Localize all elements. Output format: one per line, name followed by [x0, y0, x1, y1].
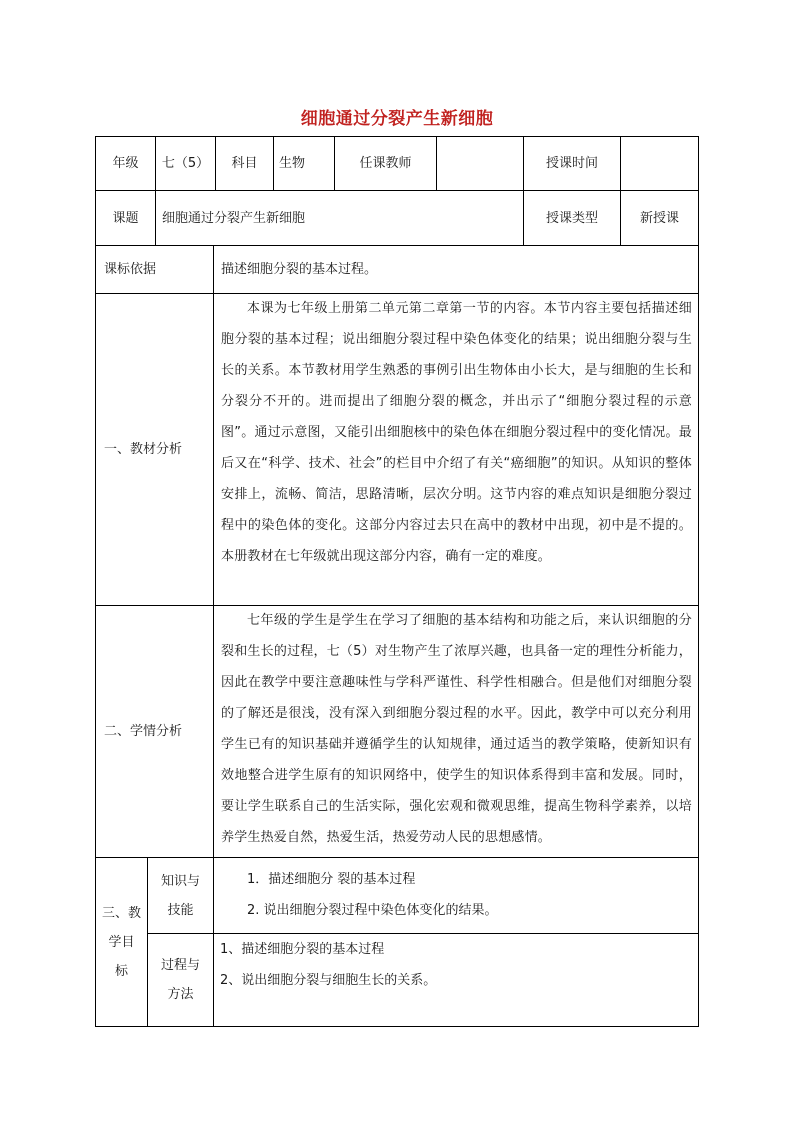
goals-label-line1: 三、教	[101, 905, 141, 921]
knowledge-label-line2: 技能	[167, 902, 194, 918]
list-item: 1．描述细胞分 裂的基本过程	[247, 872, 416, 887]
teacher-label: 任课教师	[359, 156, 412, 171]
list-item: 2、说出细胞分裂与细胞生长的关系。	[220, 973, 437, 988]
process-methods-label	[148, 934, 213, 1026]
time-label: 授课时间	[545, 156, 598, 171]
goals-label-line2: 学目	[108, 934, 135, 950]
teacher-value	[437, 137, 523, 190]
textbook-analysis-label: 一、教材分析	[104, 442, 183, 457]
topic-label: 课题	[112, 210, 139, 226]
process-label-line2: 方法	[167, 987, 194, 1002]
process-methods-list	[220, 934, 436, 996]
subject-value: 生物	[279, 156, 306, 171]
list-item: 1、描述细胞分裂的基本过程	[220, 942, 385, 957]
goals-label-line3: 标	[114, 963, 128, 979]
list-item: 2. 说出细胞分裂过程中染色体变化的结果。	[247, 903, 498, 918]
type-value: 新授课	[639, 210, 679, 226]
grade-label: 年级	[112, 156, 139, 171]
standard-value: 描述细胞分裂的基本过程。	[221, 262, 378, 277]
process-label-line1: 过程与	[160, 958, 200, 973]
knowledge-skills-label	[148, 858, 213, 933]
subject-label: 科目	[231, 156, 258, 171]
knowledge-label-line1: 知识与	[160, 873, 200, 889]
knowledge-skills-list	[247, 864, 498, 926]
topic-value: 细胞通过分裂产生新细胞	[162, 210, 306, 226]
student-analysis-label: 二、学情分析	[104, 724, 183, 739]
document-title: 细胞通过分裂产生新细胞	[300, 109, 494, 129]
grade-value: 七（5）	[161, 156, 210, 171]
student-analysis-text: 七年级的学生是学生在学习了细胞的基本结构和功能之后，来认识细胞的分裂和生长的过程，七（5）对生物产生了浓厚兴趣，也具备一定的理性分析能力，因此在教学中要注意趣味性与学科严谨性、科学性相融合。但是他们对细胞分裂的了解还是很浅，没有深入到细胞分裂过程的水平。因此，教学中可以充分利用学生已有的知识基础并遵循学生的认知规律，通过适当的教学策略，使新知识有效地整合进学生原有的知识网络中，使学生的知识体系得到丰富和发展。同时，要让学生联系自己的生活实际，强化宏观和微观思维，提高生物科学素养，以培养学生热爱自然，热爱生活，热爱劳动人民的思想感情。	[221, 613, 692, 845]
teaching-goals-label	[96, 858, 147, 1026]
type-label: 授课类型	[545, 210, 598, 226]
standard-label: 课标依据	[104, 262, 157, 277]
time-value	[621, 137, 698, 190]
textbook-analysis-text: 本课为七年级上册第二单元第二章第一节的内容。本节内容主要包括描述细胞分裂的基本过程；说出细胞分裂过程中染色体变化的结果；说出细胞分裂与生长的关系。本节教材用学生熟悉的事例引出生物体由小长大，是与细胞的生长和分裂分不开的。进而提出了细胞分裂的概念，并出示了“细胞分裂过程的示意图”。通过示意图，又能引出细胞核中的染色体在细胞分裂过程中的变化情况。最后又在“科学、技术、社会”的栏目中介绍了有关“癌细胞”的知识。从知识的整体安排上，流畅、简洁，思路清晰，层次分明。这节内容的难点知识是细胞分裂过程中的染色体的变化。这部分内容过去只在高中的教材中出现，初中是不提的。本册教材在七年级就出现这部分内容，确有一定的难度。	[221, 301, 692, 564]
